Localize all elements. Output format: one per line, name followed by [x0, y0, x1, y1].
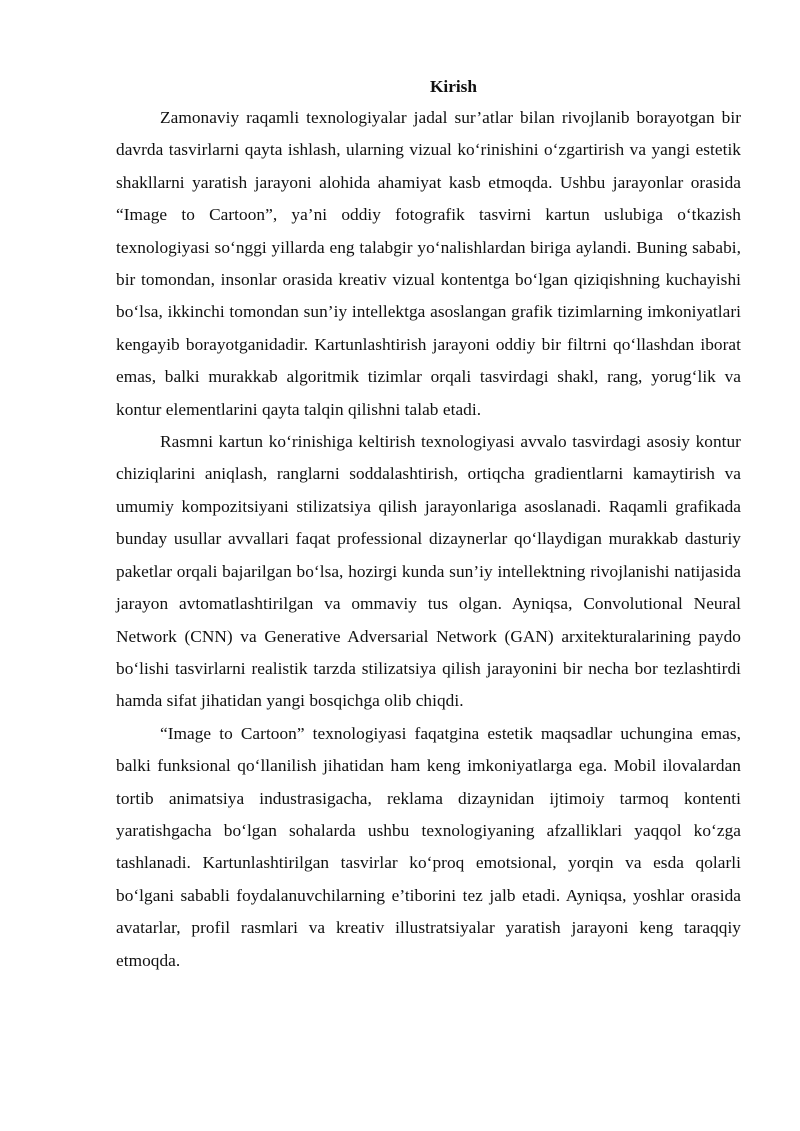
- document-body: [116, 76, 741, 977]
- paragraph-2: Rasmni kartun ko‘rinishiga keltirish texnologiyasi avvalo tasvirdagi asosiy kontur chiziqlarini aniqlash, ranglarni soddalashtirish, ortiqcha gradientlarni kamaytirish va umumiy kompozitsiyani stilizatsiya qilish jarayonlariga asoslanadi. Raqamli grafikada bunday usullar avvallari faqat professional dizaynerlar qo‘llaydigan murakkab dasturiy paketlar orqali bajarilgan bo‘lsa, hozirgi kunda sun’iy intellektning rivojlanishi natijasida jarayon avtomatlashtirilgan va ommaviy tus olgan. Ayniqsa, Convolutional Neural Network (CNN) va Generative Adversarial Network (GAN) arxitekturalarining paydo bo‘lishi tasvirlarni realistik tarzda stilizatsiya qilish jarayonini bir necha bor tezlashtirdi hamda sifat jihatidan yangi bosqichga olib chiqdi.: [116, 432, 741, 711]
- document-title: Kirish: [429, 77, 478, 96]
- paragraph-3: “Image to Cartoon” texnologiyasi faqatgina estetik maqsadlar uchungina emas, balki funksional qo‘llanilish jihatidan ham keng imkoniyatlarga ega. Mobil ilovalardan tortib animatsiya industrasigacha, reklama dizaynidan ijtimoiy tarmoq kontenti yaratishgacha bo‘lgan sohalarda ushbu texnologiyaning afzalliklari yaqqol ko‘zga tashlanadi. Kartunlashtirilgan tasvirlar ko‘proq emotsional, yorqin va esda qolarli bo‘lgani sababli foydalanuvchilarning e’tiborini tez jalb etadi. Ayniqsa, yoshlar orasida avatarlar, profil rasmlari va kreativ illustratsiyalar yaratish jarayoni keng taraqqiy etmoqda.: [116, 723, 741, 970]
- paragraph-1: Zamonaviy raqamli texnologiyalar jadal sur’atlar bilan rivojlanib borayotgan bir davrda tasvirlarni qayta ishlash, ularning vizual ko‘rinishini o‘zgartirish va yangi estetik shakllarni yaratish jarayoni alohida ahamiyat kasb etmoqda. Ushbu jarayonlar orasida “Image to Cartoon”, ya’ni oddiy fotografik tasvirni kartun uslubiga o‘tkazish texnologiyasi so‘nggi yillarda eng talabgir yo‘nalishlardan biriga aylandi. Buning sababi, bir tomondan, insonlar orasida kreativ vizual kontentga bo‘lgan qiziqishning kuchayishi bo‘lsa, ikkinchi tomondan sun’iy intellektga asoslangan grafik tizimlarning imkoniyatlari kengayib borayotganidadir. Kartunlashtirish jarayoni oddiy bir filtrni qo‘llashdan iborat emas, balki murakkab algoritmik tizimlar orqali tasvirdagi shakl, rang, yorug‘lik va kontur elementlarini qayta talqin qilishni talab etadi.: [116, 108, 741, 419]
